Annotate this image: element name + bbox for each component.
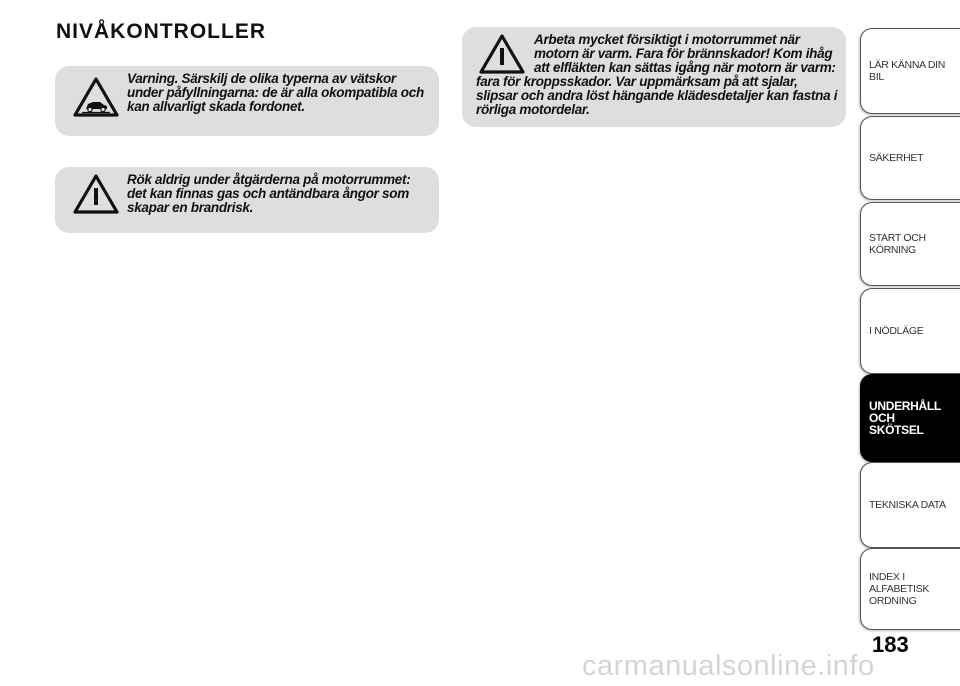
tab-index-i-alfabetisk-ordning[interactable] — [860, 548, 960, 630]
tab-label: INDEX I ALFABETISK ORDNING — [869, 571, 930, 607]
tab-lar-kanna-din-bil[interactable] — [860, 28, 960, 114]
tab-sakerhet[interactable] — [860, 116, 960, 200]
tab-start-och-korning[interactable] — [860, 202, 960, 286]
tab-label: I NÖDLÄGE — [869, 325, 924, 337]
tab-label: LÄR KÄNNA DIN BIL — [869, 59, 946, 83]
page-number: 183 — [872, 632, 909, 657]
exclamation-triangle-icon — [72, 173, 120, 215]
page-title: NIVÅKONTROLLER — [56, 20, 266, 43]
tab-underhall-och-skotsel[interactable] — [860, 374, 960, 462]
warning-text: Varning. Särskilj de olika typerna av vätskor under påfyllningarna: de är alla okompatibla och kan allvarligt skada fordonet. — [127, 71, 424, 114]
warning-text: Arbeta mycket försiktigt i motorrummet när motorn är varm. Fara för brännskador! Kom ihåg att elfläkten kan sättas igång när motorn är varm: fara för kroppsskador. Var uppmärksam på att sjalar, slipsar och andra löst hängande klädesdetaljer kan fastna i rörliga motordelar. — [476, 32, 838, 117]
warning-box-smoking — [55, 167, 439, 233]
warning-box-hot-engine — [462, 27, 846, 127]
warning-text: Rök aldrig under åtgärderna på motorrummet: det kan finnas gas och antändbara ångor som skapar en brandrisk. — [127, 172, 411, 215]
tab-label: TEKNISKA DATA — [869, 499, 946, 511]
tab-label: UNDERHÅLL OCH SKÖTSEL — [869, 399, 941, 437]
tab-label: SÄKERHET — [869, 152, 924, 164]
car-on-ground-warning-icon — [72, 76, 120, 118]
tab-tekniska-data[interactable] — [860, 462, 960, 548]
warning-box-fluids — [55, 66, 439, 136]
icon-spacer — [476, 33, 534, 75]
tab-i-nodlage[interactable] — [860, 288, 960, 374]
tab-label: START OCH KÖRNING — [869, 232, 926, 256]
warning-text-wrap — [476, 33, 838, 117]
watermark: carmanualsonline.info — [582, 650, 875, 682]
